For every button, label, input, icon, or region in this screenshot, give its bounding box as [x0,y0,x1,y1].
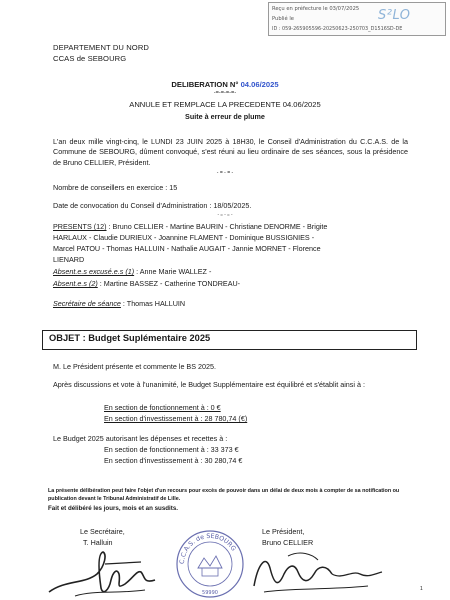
secretaire-signature [45,544,165,600]
president-sig-name: Bruno CELLIER [262,538,314,547]
page-mark: 1 [420,586,423,592]
presents-line-4: LIENARD [53,255,85,264]
secretaire-title: Le Secrétaire, [80,527,125,536]
deliberation-title [0,80,450,89]
prefecture-stamp [268,2,446,36]
nombre-conseillers: Nombre de conseillers en exercice : 15 [53,183,178,192]
objet-title: OBJET : Budget Suplémentaire 2025 [49,333,211,343]
president-signature [248,544,398,600]
secretaire-label: Secrétaire de séance [53,299,121,308]
section-investissement-1: En section d'investissement à : 28 780,74 (€) [104,414,248,423]
intro-paragraph: L'an deux mille vingt-cinq, le LUNDI 23 JUIN 2025 à 18H30, le Conseil d'Administration du C.C.A.S. de la Commune de SEBOURG, dûment convoqué, s'est réuni au lieu ordinaire de ses séances, sous la présidence de Bruno CELLIER, Président. [53,137,408,167]
secretaire-name: : Thomas HALLUIN [120,299,186,308]
presents-line-2: HARLAUX - Claudie DURIEUX - Joannine FLAMENT - Dominique BUSSIGNIES - [53,233,315,242]
secretaire-seance [53,299,185,308]
absents-excuses-label: Absent.e.s excusé.e.s (1) [53,267,135,276]
section-fonctionnement-2: En section de fonctionnement à : 33 373 € [104,445,239,454]
deliberation-number: 04.06/2025 [240,80,279,89]
title-ornament: -=-=-=-=- [213,90,237,96]
stamp-received: Reçu en préfecture le 03/07/2025 [272,6,360,12]
stamp-published: Publié le [272,16,294,22]
absents-excuses-names: : Anne Marie WALLEZ - [134,267,212,276]
seal-text-path: C.C.A.S. de SEBOURG [178,532,237,565]
body-p3: Le Budget 2025 autorisant les dépenses et recettes à : [53,434,228,443]
secretaire-sig-name: T. Halluin [83,538,113,547]
seal-bottom: 59990 [202,590,218,596]
annule-remplace: ANNULE ET REMPLACE LA PRECEDENTE 04.06/2025 [129,100,321,109]
presents-line-3: Marcel PATOU - Thomas HALLUIN - Nathalie AUGAIT - Jannie MORNET - Florence [53,244,321,253]
ccas-seal [174,528,246,600]
fait-delibere: Fait et délibéré les jours, mois et an susdits. [48,505,178,512]
s2lo-logo: S²LO [378,8,411,23]
seal-text [179,533,237,564]
ccas-name: CCAS de SEBOURG [53,54,127,63]
body-p2: Après discussions et vote à l'unanimité, le Budget Supplémentaire est équilibré et s'établit ainsi à : [53,380,365,389]
section-fonctionnement-1: En section de fonctionnement à : 0 € [104,403,221,412]
ornament-3: - = - = - [217,212,233,217]
president-title: Le Président, [262,527,305,536]
recours-notice: La présente délibération peut faire l'objet d'un recours pour excès de pouvoir dans un délai de deux mois à compter de sa notification ou publication devant le Tribunal Administratif de Lille. [48,488,400,503]
date-convocation: Date de convocation du Conseil d'Administration : 18/05/2025. [53,201,252,210]
presents-label: PRESENTS (12) [53,222,107,231]
presents-names-1: : Bruno CELLIER - Martine BAURIN - Christiane DENORME - Brigite [106,222,328,231]
deliberation-prefix: DELIBERATION N° [171,80,241,89]
department-name: DEPARTEMENT DU NORD [53,43,149,52]
stamp-id: ID : 059-265905596-20250623-250703_D1516SD-DE [272,26,403,32]
presents-line-1 [53,222,327,231]
absents-label: Absent.e.s (2) [53,279,98,288]
absents-names: : Martine BASSEZ - Catherine TONDREAU- [97,279,241,288]
absents [53,279,240,288]
absents-excuses [53,267,211,276]
section-investissement-2: En section d'investissement à : 30 280,74 € [104,456,243,465]
ornament-2: - = - = - [216,170,234,176]
body-p1: M. Le Président présente et commente le BS 2025. [53,362,217,371]
erreur-plume: Suite à erreur de plume [185,112,265,121]
